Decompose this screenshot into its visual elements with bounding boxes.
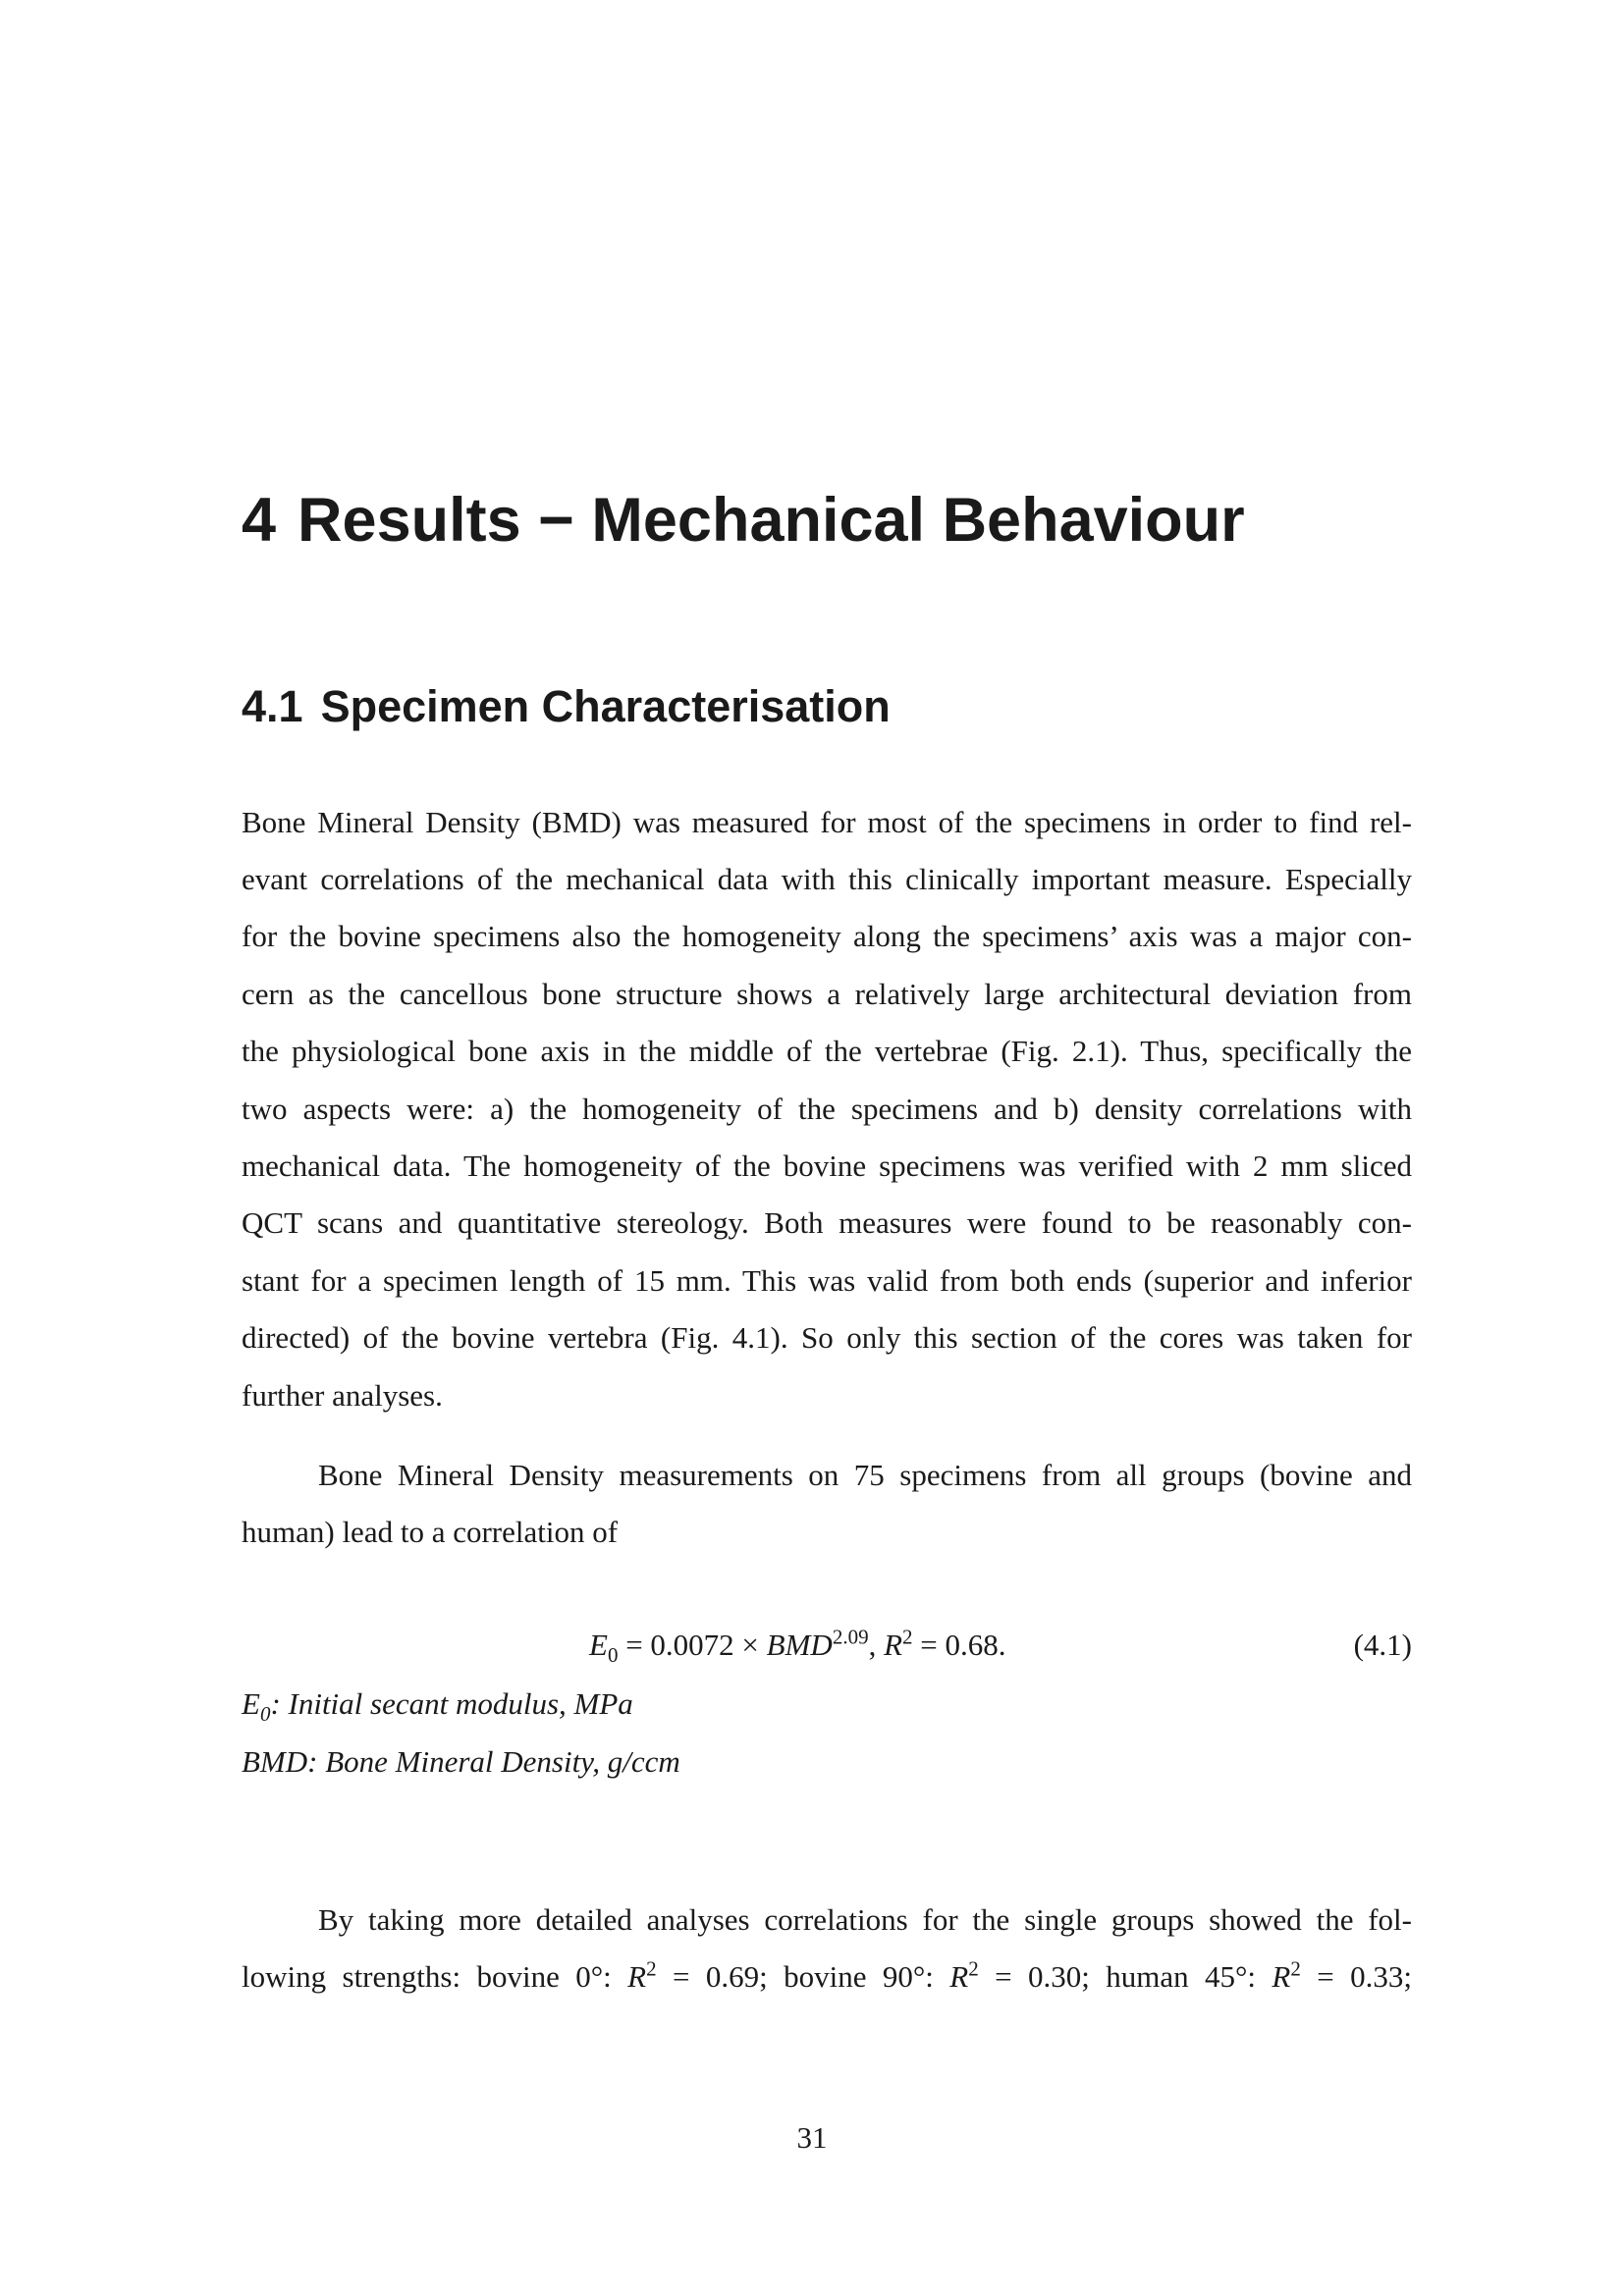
p3-value3: = 0.33;: [1300, 1959, 1412, 1994]
paragraph-line: evant correlations of the mechanical data with this clinically important measure. Especially: [242, 862, 1412, 896]
eq-r-symbol: R: [884, 1628, 902, 1662]
def-e0-subscript: 0: [259, 1702, 271, 1727]
chapter-title: [242, 481, 1245, 560]
def-e0-text: : Initial secant modulus, MPa: [270, 1686, 633, 1721]
def-e0-symbol: E: [242, 1686, 260, 1721]
equation-number: (4.1): [1353, 1628, 1412, 1662]
p3-lead: lowing strengths: bovine 0°:: [242, 1959, 628, 1994]
paragraph-line: cern as the cancellous bone structure shows a relatively large architectural deviation from: [242, 977, 1412, 1011]
eq-exponent: 2.09: [832, 1625, 869, 1649]
paragraph-line: two aspects were: a) the homogeneity of the specimens and b) density correlations with: [242, 1092, 1412, 1126]
definition-bmd: BMD: Bone Mineral Density, g/ccm: [242, 1744, 680, 1779]
section-title: [242, 679, 891, 734]
p3-value2: = 0.30; human 45°:: [978, 1959, 1272, 1994]
paragraph-line: Bone Mineral Density (BMD) was measured for most of the specimens in order to find rel-: [242, 805, 1412, 839]
p3-value1: = 0.69; bovine 90°:: [656, 1959, 950, 1994]
p3-r-exponent: 2: [968, 1956, 979, 1981]
eq-coefficient: = 0.0072 ×: [625, 1628, 767, 1662]
paragraph-line: QCT scans and quantitative stereology. Both measures were found to be reasonably con-: [242, 1205, 1412, 1240]
p3-r-symbol: R: [1272, 1959, 1291, 1994]
eq-lhs-symbol: E: [589, 1628, 608, 1662]
paragraph-line: for the bovine specimens also the homogeneity along the specimens’ axis was a major con-: [242, 919, 1412, 953]
eq-r-exponent: 2: [902, 1625, 913, 1649]
paragraph-line: human) lead to a correlation of: [242, 1515, 619, 1549]
eq-separator: ,: [868, 1628, 885, 1662]
definition-e0: [242, 1684, 633, 1727]
paragraph-line: Bone Mineral Density measurements on 75 specimens from all groups (bovine and: [318, 1458, 1412, 1492]
paragraph-line: stant for a specimen length of 15 mm. This was valid from both ends (superior and inferior: [242, 1263, 1412, 1298]
p3-r-symbol: R: [627, 1959, 647, 1994]
p3-r-exponent: 2: [1290, 1956, 1301, 1981]
paragraph-line: the physiological bone axis in the middle of the vertebrae (Fig. 2.1). Thus, specifically the: [242, 1034, 1412, 1068]
eq-lhs-subscript: 0: [607, 1643, 619, 1668]
section-number: 4.1: [242, 681, 303, 731]
paragraph-line: mechanical data. The homogeneity of the bovine specimens was verified with 2 mm sliced: [242, 1148, 1412, 1183]
paragraph-line: By taking more detailed analyses correlations for the single groups showed the fol-: [318, 1902, 1412, 1937]
page-number: 31: [796, 2120, 828, 2155]
paragraph-line: further analyses.: [242, 1378, 443, 1413]
equation: [589, 1624, 1005, 1667]
chapter-title-text: Results − Mechanical Behaviour: [298, 486, 1245, 555]
eq-variable: BMD: [766, 1628, 833, 1662]
eq-r-value: = 0.68.: [912, 1628, 1006, 1662]
paragraph-line: [242, 1957, 1412, 1997]
p3-r-symbol: R: [949, 1959, 969, 1994]
section-title-text: Specimen Characterisation: [320, 681, 891, 731]
chapter-number: 4: [242, 486, 277, 555]
p3-r-exponent: 2: [646, 1956, 657, 1981]
paragraph-line: directed) of the bovine vertebra (Fig. 4.1). So only this section of the cores was taken for: [242, 1320, 1412, 1355]
